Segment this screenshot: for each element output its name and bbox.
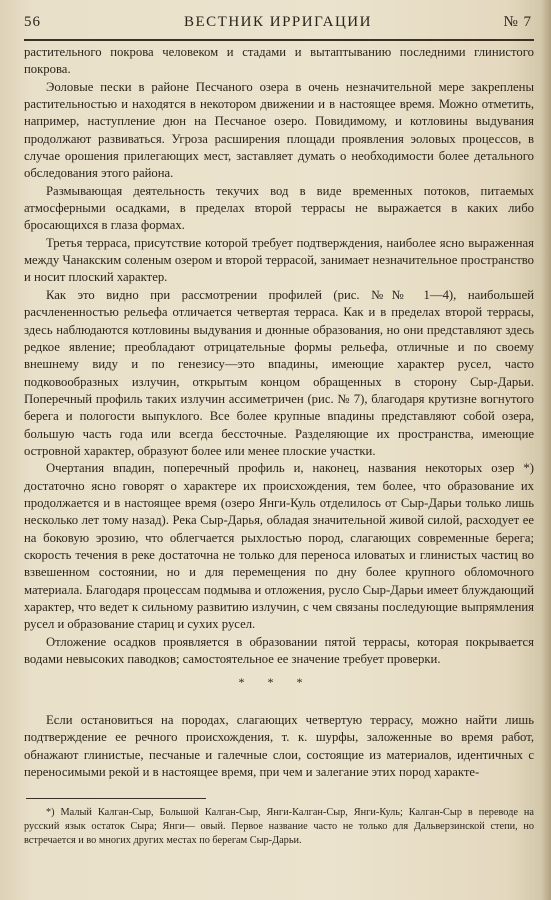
- page-edge-shadow: [541, 0, 551, 900]
- main-text: [24, 44, 534, 668]
- paragraph-rocks: Если остановиться на породах, слагающих четвертую террасу, можно найти лишь подтверждение ее речного происхождения, т. к. шурфы, заложенные во время работ, обнажают глинистые, песчаные и галечные слои, состоящие из материалов, идентичных с переносимыми рекой и в настоящее время, при чем и залегание этих пород характе-: [24, 713, 534, 780]
- paragraph-continuation: растительного покрова человеком и стадами и вытаптыванию последними глинистого покрова.: [24, 45, 534, 77]
- journal-title: ВЕСТНИК ИРРИГАЦИИ: [184, 14, 372, 30]
- section-separator: * * *: [238, 675, 313, 689]
- paragraph-depressions: Очертания впадин, поперечный профиль и, наконец, названия некоторых озер *) достаточно ясно говорят о характере их происхождения, тем более, что образование их продолжается и в настоящее время (озеро Янги-Куль отделилось от Сыр-Дарьи только лишь несколько лет тому назад). Река Сыр-Дарья, обладая значительной живой силой, расходует ее на боковую эрозию, что облегчается рыхлостью пород, слагающих современные берега; скорость течения в реке достаточна не только для переноса иловатых и глинистых частиц во взвешенном состоянии, но и для перемещения по дну более крупного обломочного материала. Благодаря процессам подмыва и отложения, русло Сыр-Дарьи имеет блуждающий характер, что ведет к сильному развитию излучин, с чем связаны последующие выпрямления русел и образование стариц и сухих русел.: [24, 461, 534, 632]
- page-number: 56: [24, 14, 41, 30]
- paragraph-third-terrace: Третья терраса, присутствие которой требует подтверждения, наиболее ясно выраженная между Чанакским соленым озером и второй террасой, занимает незначительное пространство и носит плоский характер.: [24, 235, 534, 285]
- footnote-text: *) Малый Калган-Сыр, Большой Калган-Сыр, Янги-Калган-Сыр, Янги-Куль; Калган-Сыр в переводе на русский язык остаток Сыра; Янги— овый. Первое название часто не только для Дальверзинской степи, но встречается и во многих других местах по берегам Сыр-Дарьи.: [24, 807, 534, 847]
- paragraph-erosion: Размывающая деятельность текучих вод в виде временных потоков, питаемых атмосферными осадками, в пределах второй террасы не выражается в каких либо бросающихся в глаза формах.: [24, 183, 534, 233]
- paragraph-eolian-sands: Эоловые пески в районе Песчаного озера в очень незначительной мере закреплены растительностью и находятся в некотором движении и в настоящее время. Можно отметить, например, наступление дюн на Песчаное озеро. Повидимому, и котловины выдувания продолжают развиваться. Угроза расширения площади проявления эоловых процессов, в случае орошения прилегающих мест, заставляет думать о необходимости более детального обследования этого района.: [24, 79, 534, 181]
- paragraph-fifth-terrace: Отложение осадков проявляется в образовании пятой террасы, которая покрывается водами невысоких паводков; самостоятельное ее значение требует проверки.: [24, 634, 534, 667]
- header-rule: [24, 39, 534, 41]
- page-header: [24, 12, 532, 36]
- paragraph-fourth-terrace: Как это видно при рассмотрении профилей (рис. №№ 1—4), наибольшей расчлененностью рельефа отличается четвертая терраса. Как и в пределах второй террасы, здесь наблюдаются котловины выдувания и дюнные образования, но они представляют здесь редкое явление; преобладают отрицательные формы рельефа, отличные и по своему внешнему виду и по генезису—это впадины, имеющие характер русел, часто подковообразных излучин, открытым концом обращенных в сторону Сыр-Дарьи. Поперечный профиль таких излучин ассиметричен (рис. № 7), благодаря крутизне вогнутого берега и пологости выпуклого. Все более крупные впадины представляют собой озера, большую часть года или всегда бессточные. Разделяющие их пространства, имеющие островной характер, образуют более или менее плоские участки.: [24, 287, 534, 458]
- footnote-rule: [26, 798, 206, 799]
- section-text: [24, 712, 534, 781]
- footnote: [24, 806, 534, 849]
- issue-number: № 7: [503, 14, 532, 30]
